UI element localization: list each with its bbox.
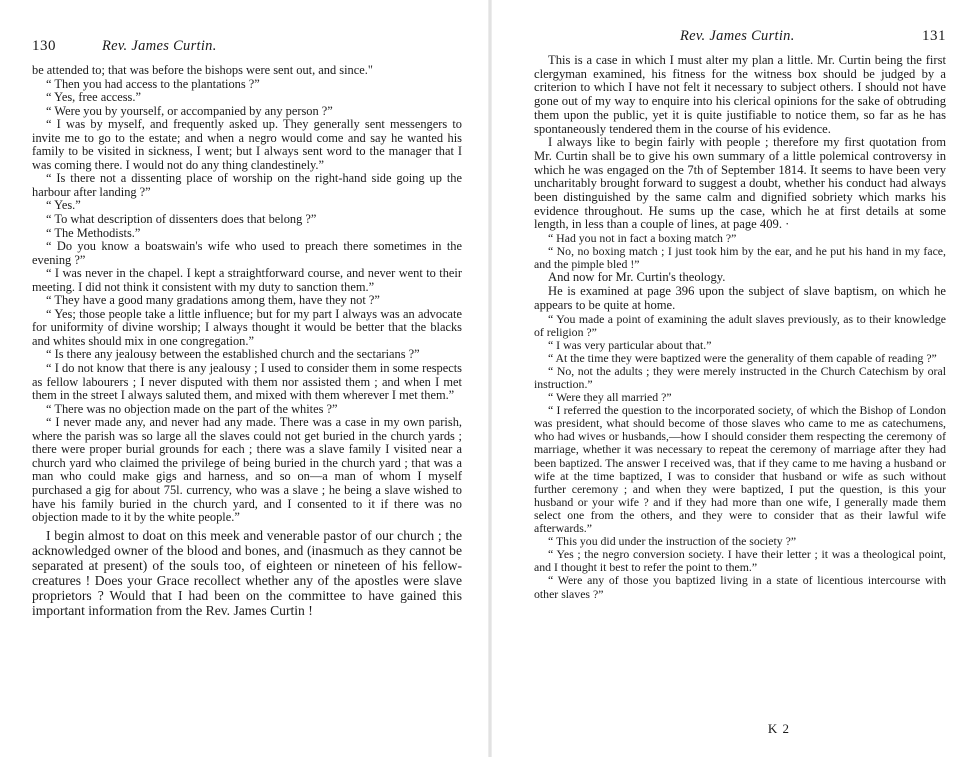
paragraph: I always like to begin fairly with people ; therefore my first quotation from Mr. Curtin shall be to give his own summary of a little polemical controversy in which he was engaged on the 7th of September 1814. It seems to have been very uncharitably brought forward to suggest a doubt, whether his conduct had always been distinguished by the same calm and dignified sobriety which marks his evidence throughout. He sums up the case, which he at first details at some length, in less than a couple of lines, at page 409. · — [534, 135, 946, 232]
paragraph: “ I was by myself, and frequently asked up. They generally sent messengers to invite me to go to the estate; and when a negro would come and say he wanted his family to be visited in sickness, I went; but I always sent word to the manager that I was coming there. I would not do any thing clandestinely.” — [32, 117, 462, 172]
paragraph: “ Yes, free access.” — [46, 90, 141, 105]
paragraph: “ I do not know that there is any jealousy ; I used to consider them in some respects as fellow labourers ; I never disputed with them nor assisted them ; and when I met them in the street I always saluted them, and mixed with them wherever I met them.” — [32, 361, 462, 403]
paragraph: “ I referred the question to the incorporated society, of which the Bishop of London was president, what should become of those slaves who came to me as catechumens, who had wives or husbands,—how I should consider them respecting the ceremony of marriage, whether it was necessary to repeat the ceremony of marriage after they had been baptized. The answer I received was, that if they came to me having a husband or wife at the time baptized, I was to consider that husband or wife as such without further ceremony ; and when they were baptized, I put the question, is this your husband or your wife ? and if they had more than one wife, I generally made them select one from the others, and they were to consider that as their lawful wife afterwards.” — [534, 403, 946, 536]
paragraph: “ To what description of dissenters does that belong ?” — [46, 212, 317, 227]
paragraph: “ Had you not in fact a boxing match ?” — [548, 231, 737, 246]
paragraph: “ Were any of those you baptized living in a state of licentious intercourse with other slaves ?” — [534, 573, 946, 601]
running-title: Rev. James Curtin. — [680, 28, 795, 44]
right-page — [490, 0, 980, 757]
paragraph: “ At the time they were baptized were the generality of them capable of reading ?” — [548, 350, 937, 365]
paragraph: “ You made a point of examining the adult slaves previously, as to their knowledge of religion ?” — [534, 311, 946, 339]
paragraph: This is a case in which I must alter my plan a little. Mr. Curtin being the first clergyman examined, his fitness for the witness box should be judged by a criterion to which I have not felt it necessary to subject others. I should not have gone out of my way to enquire into his clerical opinions for the sake of obtruding them upon the public, yet it is quite justifiable to notice them, so far as he has spontaneously tendered them in the course of his evidence. — [534, 53, 946, 136]
paragraph: “ Yes; those people take a little influence; but for my part I always was an advocate for uniformity of divine worship; I always thought it would be better that the blacks and whites should mix in one congregation.” — [32, 306, 462, 348]
paragraph: “ Is there any jealousy between the established church and the sectarians ?” — [46, 347, 420, 362]
paragraph: “ I was very particular about that.” — [548, 337, 712, 352]
right-page-text — [534, 54, 946, 601]
paragraph: He is examined at page 396 upon the subject of slave baptism, on which he appears to be quite at home. — [534, 284, 946, 312]
paragraph: “ Yes ; the negro conversion society. I have their letter ; it was a theological point, and I thought it best to refer the point to them.” — [534, 547, 946, 575]
left-page-text — [32, 64, 462, 618]
paragraph: “ They have a good many gradations among them, have they not ?” — [46, 293, 380, 308]
paragraph: “ I never made any, and never had any made. There was a case in my own parish, where the parish was so large all the slaves could not get buried in the church yards ; there were proper burial grounds for each ; there was a slave family I visited near a church yard who claimed the privilege of being buried in the church yard ; that was a man who could make gigs and harness, and so on—a man of whom I myself purchased a gig for about 75l. currency, who was a slave ; he being a slave wished to have his family buried in the church yard, and I consented to it if there was no objection made to it by the white people.” — [32, 415, 462, 525]
paragraph: “ No, no boxing match ; I just took him by the ear, and he put his hand in my face, and the pimple bled !” — [534, 244, 946, 272]
paragraph: “ I was never in the chapel. I kept a straightforward course, and never went to their meeting. I did not think it consistent with my duty to sanction them.” — [32, 266, 462, 294]
paragraph: “ Were they all married ?” — [548, 390, 672, 405]
running-title: Rev. James Curtin. — [102, 38, 217, 54]
paragraph: “ Were you by yourself, or accompanied by any person ?” — [46, 103, 333, 118]
paragraph: “ This you did under the instruction of the society ?” — [548, 534, 797, 549]
page-number: 131 — [922, 28, 946, 44]
paragraph: “ No, not the adults ; they were merely instructed in the Church Catechism by oral instruction.” — [534, 363, 946, 391]
paragraph: And now for Mr. Curtin's theology. — [548, 270, 726, 285]
paragraph: “ Yes.” — [46, 198, 81, 213]
right-page-header — [534, 28, 946, 50]
paragraph: be attended to; that was before the bishops were sent out, and since." — [32, 63, 373, 77]
paragraph: I begin almost to doat on this meek and venerable pastor of our church ; the acknowledged owner of the blood and bones, and (inasmuch as they cannot be separated at present) of the souls too, of eighteen or nineteen of his fellow-creatures ! Does your Grace recollect whether any of the apostles were slave proprietors ? Would that I had been on the committee to have gained this important information from the Rev. James Curtin ! — [32, 527, 462, 618]
left-page-header — [32, 38, 462, 60]
paragraph: “ Is there not a dissenting place of worship on the right-hand side going up the harbour after landing ?” — [32, 171, 462, 199]
paragraph: “ There was no objection made on the part of the whites ?” — [46, 401, 338, 416]
page-number: 130 — [32, 38, 56, 54]
paragraph: “ The Methodists.” — [46, 225, 141, 240]
paragraph: “ Do you know a boatswain's wife who used to preach there sometimes in the evening ?” — [32, 239, 462, 267]
signature-mark: K 2 — [767, 721, 790, 736]
paragraph: “ Then you had access to the plantations ?” — [46, 76, 260, 91]
